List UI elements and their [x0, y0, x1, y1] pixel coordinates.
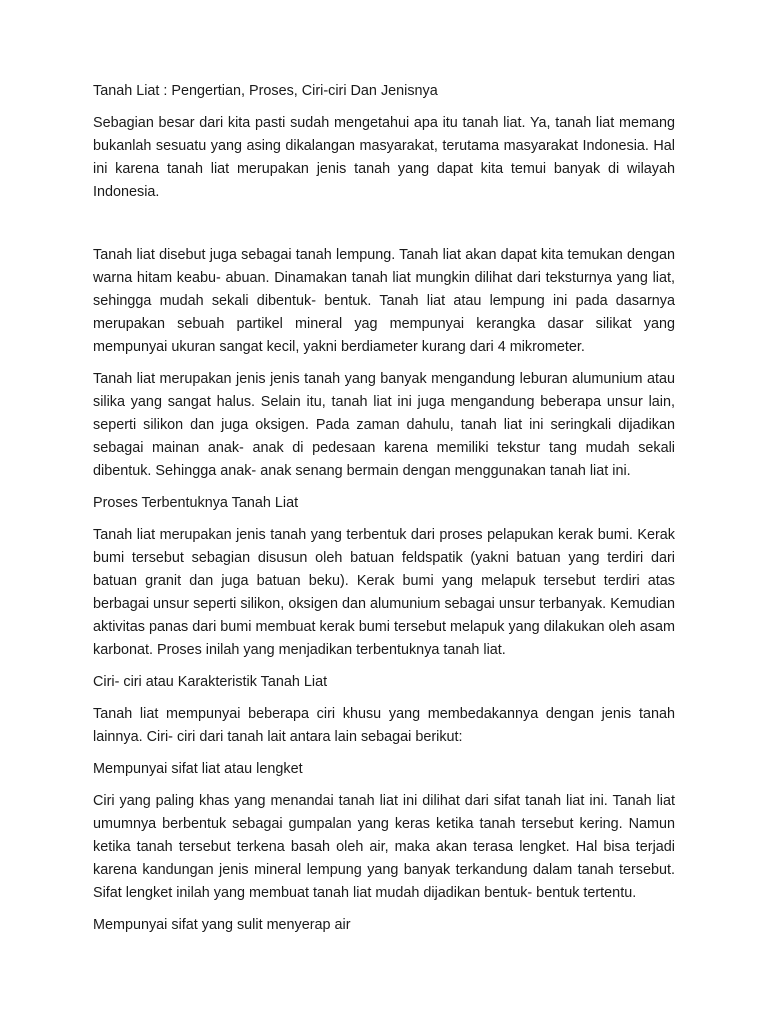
paragraph-proses: Tanah liat merupakan jenis tanah yang terbentuk dari proses pelapukan kerak bumi. Kerak bumi tersebut sebagian disusun oleh batuan feldspatik (yakni batuan yang terdiri dari batuan granit dan juga batuan beku). Kerak bumi yang melapuk tersebut terdiri atas berbagai unsur seperti silikon, oksigen dan alumunium sebagai unsur terbanyak. Kemudian aktivitas panas dari bumi membuat kerak bumi tersebut melapuk yang dilakukan oleh asam karbonat. Proses inilah yang menjadikan terbentuknya tanah liat. — [93, 527, 675, 658]
heading-proses: Proses Terbentuknya Tanah Liat — [93, 495, 299, 511]
paragraph-sifat-liat: Ciri yang paling khas yang menandai tanah liat ini dilihat dari sifat tanah liat ini. Tanah liat umumnya berbentuk sebagai gumpalan yang keras ketika tanah tersebut kering. Namun ketika tanah tersebut terkena basah oleh air, maka akan terasa lengket. Hal bisa terjadi karena kandungan jenis mineral lempung yang banyak terkandung dalam tanah tersebut. Sifat lengket inilah yang membuat tanah liat mudah dijadikan bentuk- bentuk tertentu. — [93, 793, 675, 901]
intro-paragraph: Sebagian besar dari kita pasti sudah mengetahui apa itu tanah liat. Ya, tanah liat memang bukanlah sesuatu yang asing dikalangan masyarakat, terutama masyarakat Indonesia. Hal ini karena tanah liat merupakan jenis tanah yang dapat kita temui banyak di wilayah Indonesia. — [93, 115, 675, 200]
heading-sifat-liat: Mempunyai sifat liat atau lengket — [93, 761, 303, 777]
paragraph-kandungan: Tanah liat merupakan jenis jenis tanah yang banyak mengandung leburan alumunium atau silika yang sangat halus. Selain itu, tanah liat ini juga mengandung beberapa unsur lain, seperti silikon dan juga oksigen. Pada zaman dahulu, tanah liat ini seringkali dijadikan sebagai mainan anak- anak di pedesaan karena memiliki tekstur tang mudah sekali dibentuk. Sehingga anak- anak senang bermain dengan menggunakan tanah liat ini. — [93, 371, 675, 479]
document-page — [93, 80, 675, 946]
heading-ciri: Ciri- ciri atau Karakteristik Tanah Liat — [93, 674, 328, 690]
paragraph-ciri: Tanah liat mempunyai beberapa ciri khusu yang membedakannya dengan jenis tanah lainnya. Ciri- ciri dari tanah lait antara lain sebagai berikut: — [93, 706, 675, 745]
heading-sifat-air: Mempunyai sifat yang sulit menyerap air — [93, 917, 351, 933]
document-title: Tanah Liat : Pengertian, Proses, Ciri-ciri Dan Jenisnya — [93, 83, 438, 99]
paragraph-lempung: Tanah liat disebut juga sebagai tanah lempung. Tanah liat akan dapat kita temukan dengan warna hitam keabu- abuan. Dinamakan tanah liat mungkin dilihat dari teksturnya yang liat, sehingga mudah sekali dibentuk- bentuk. Tanah liat atau lempung ini pada dasarnya merupakan sebuah partikel mineral yag mempunyai kerangka dasar silikat yang mempunyai ukuran sangat kecil, yakni berdiameter kurang dari 4 mikrometer. — [93, 247, 675, 355]
